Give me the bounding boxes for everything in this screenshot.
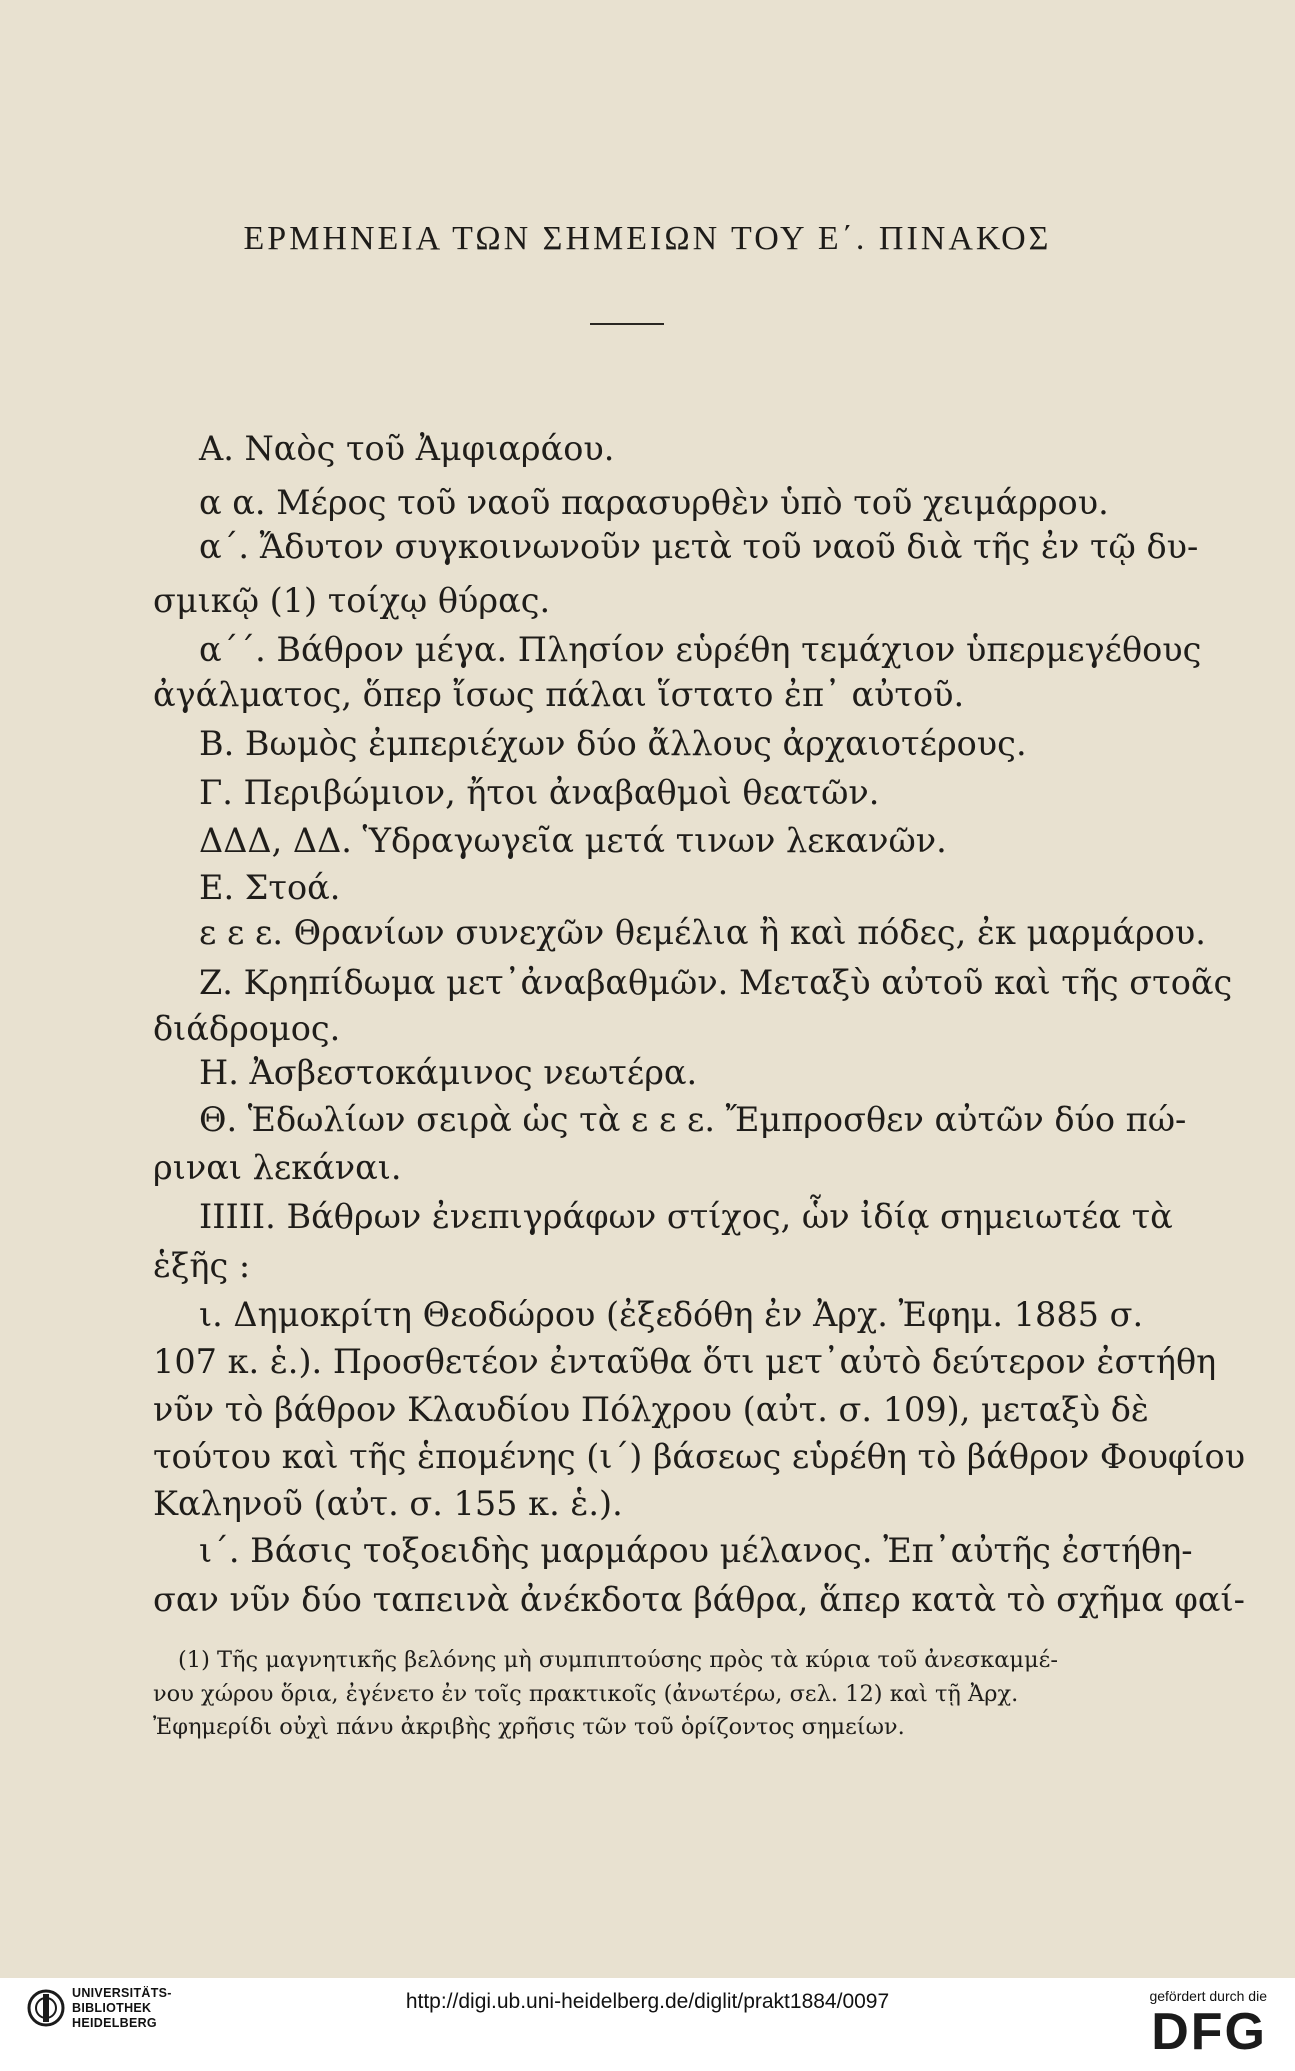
- funding-block: [1117, 1988, 1267, 2068]
- text-line: Θ. Ἑδωλίων σειρὰ ὡς τὰ ε ε ε. Ἔμπροσθεν αὐτῶν δύο πώ-: [199, 1100, 1187, 1139]
- text-line: Η. Ἀσβεστοκάμινος νεωτέρα.: [199, 1053, 698, 1092]
- text-line: τούτου καὶ τῆς ἑπομένης (ι΄) βάσεως εὑρέθη τὸ βάθρον Φουφίου: [153, 1437, 1246, 1476]
- dfg-logo: DFG: [1151, 2003, 1267, 2061]
- text-line: α α. Μέρος τοῦ ναοῦ παρασυρθὲν ὑπὸ τοῦ χειμάρρου.: [199, 483, 1109, 522]
- text-line: α΄΄. Βάθρον μέγα. Πλησίον εὑρέθη τεμάχιον ὑπερμεγέθους: [199, 630, 1202, 669]
- text-line: διάδρομος.: [153, 1009, 341, 1048]
- text-line: ριναι λεκάναι.: [153, 1148, 402, 1187]
- text-line: ΙΙΙΙΙ. Βάθρων ἐνεπιγράφων στίχος, ὧν ἰδίᾳ σημειωτέα τὰ: [199, 1197, 1173, 1236]
- text-line: Α. Ναὸς τοῦ Ἀμφιαράου.: [199, 429, 615, 468]
- text-line: α΄. Ἄδυτον συγκοινωνοῦν μετὰ τοῦ ναοῦ διὰ τῆς ἐν τῷ δυ-: [199, 527, 1199, 566]
- library-name-line: BIBLIOTHEK: [72, 2001, 152, 2015]
- footnote-line: (1) Τῆς μαγνητικῆς βελόνης μὴ συμπιπτούσης πρὸς τὰ κύρια τοῦ ἀνεσκαμμέ-: [178, 1647, 1058, 1673]
- text-line: Β. Βωμὸς ἐμπεριέχων δύο ἄλλους ἀρχαιοτέρους.: [199, 724, 1027, 763]
- title-divider: [590, 323, 664, 325]
- text-line: ι΄. Βάσις τοξοειδὴς μαρμάρου μέλανος. Ἐπ᾽αὐτῆς ἐστήθη-: [199, 1531, 1193, 1570]
- text-line: Ε. Στοά.: [199, 868, 341, 907]
- text-line: ΔΔΔ, ΔΔ. Ὑδραγωγεῖα μετά τινων λεκανῶν.: [199, 821, 947, 860]
- library-name-line: HEIDELBERG: [72, 2016, 157, 2030]
- text-line: σμικῷ (1) τοίχῳ θύρας.: [153, 581, 551, 620]
- text-line: Ζ. Κρηπίδωμα μετ᾽ἀναβαθμῶν. Μεταξὺ αὐτοῦ καὶ τῆς στοᾶς: [199, 963, 1233, 1002]
- text-line: ι. Δημοκρίτη Θεοδώρου (ἐξεδόθη ἐν Ἀρχ. Ἐφημ. 1885 σ.: [199, 1295, 1144, 1334]
- source-url-link[interactable]: http://digi.ub.uni-heidelberg.de/diglit/prakt1884/0097: [405, 1990, 890, 2013]
- text-line: ε ε ε. Θρανίων συνεχῶν θεμέλια ἢ καὶ πόδες, ἐκ μαρμάρου.: [199, 913, 1206, 952]
- funding-caption: gefördert durch die: [1149, 1988, 1267, 2004]
- page-title: ΕΡΜΗΝΕΙΑ ΤΩΝ ΣΗΜΕΙΩΝ ΤΟΥ Ε΄. ΠΙΝΑΚΟΣ: [243, 220, 1052, 257]
- text-line: Καληνοῦ (αὐτ. σ. 155 κ. ἑ.).: [153, 1484, 623, 1523]
- text-line: ἑξῆς :: [153, 1246, 251, 1285]
- footnote-line: Ἐφημερίδι οὐχὶ πάνυ ἀκριβὴς χρῆσις τῶν τοῦ ὁρίζοντος σημείων.: [153, 1714, 905, 1740]
- text-line: νῦν τὸ βάθρον Κλαυδίου Πόλχρου (αὐτ. σ. 109), μεταξὺ δὲ: [153, 1390, 1149, 1429]
- text-line: 107 κ. ἑ.). Προσθετέον ἐνταῦθα ὅτι μετ᾽αὐτὸ δεύτερον ἐστήθη: [153, 1342, 1217, 1381]
- footnote-line: νου χώρου ὅρια, ἐγένετο ἐν τοῖς πρακτικοῖς (ἀνωτέρω, σελ. 12) καὶ τῇ Ἀρχ.: [153, 1681, 1019, 1707]
- text-line: σαν νῦν δύο ταπεινὰ ἀνέκδοτα βάθρα, ἅπερ κατὰ τὸ σχῆμα φαί-: [153, 1580, 1245, 1619]
- library-name-line: UNIVERSITÄTS-: [72, 1986, 172, 2000]
- footer-bar: [0, 1978, 1295, 2071]
- text-line: Γ. Περιβώμιον, ἤτοι ἀναβαθμοὶ θεατῶν.: [199, 773, 880, 812]
- text-line: ἀγάλματος, ὅπερ ἴσως πάλαι ἵστατο ἐπ᾽ αὐτοῦ.: [153, 675, 965, 714]
